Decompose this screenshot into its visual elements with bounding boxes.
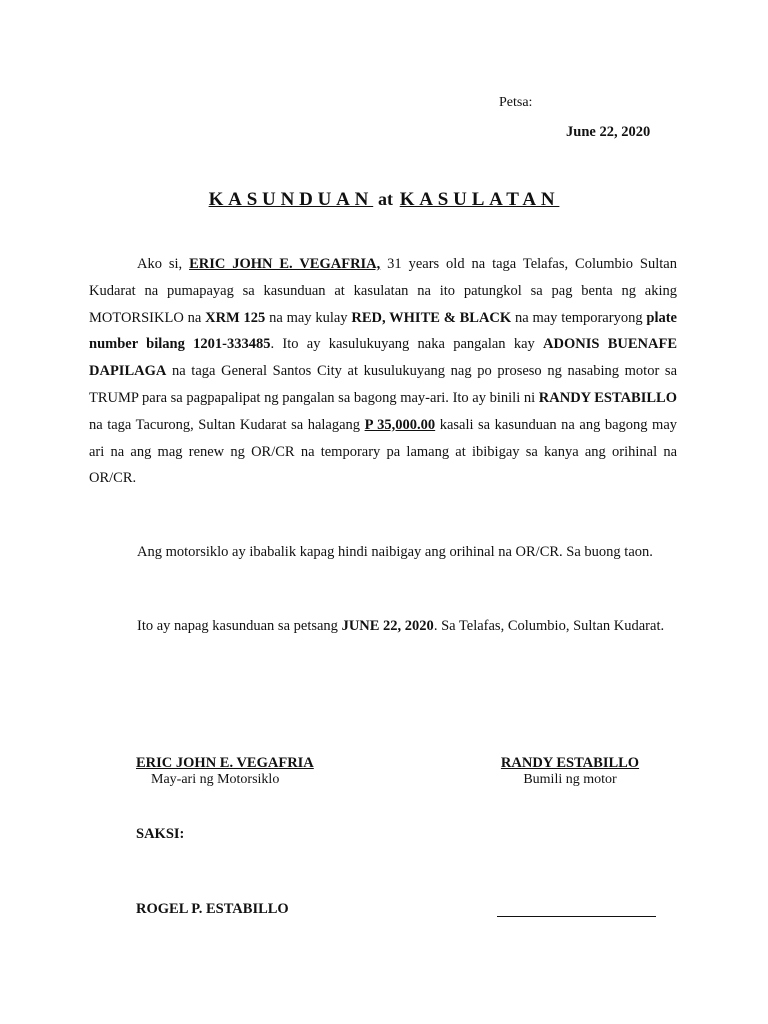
p1-text-2: 31 years old na taga Telafas, Columbio Sultan Kudarat na pumapayag sa kasunduan at kasulatan na ito patungkol sa pag benta ng aking MOTORSIKLO na xyxy=(89,256,677,326)
buyer-name: RANDY ESTABILLO xyxy=(538,389,677,406)
witness-label: SAKSI: xyxy=(136,826,185,842)
p3-text-2: . Sa Telafas, Columbio, Sultan Kudarat. xyxy=(433,618,665,634)
date-place-paragraph xyxy=(89,613,677,640)
buyer-signature-name: RANDY ESTABILLO xyxy=(500,755,640,771)
document-title xyxy=(0,189,768,211)
registered-owner-name: ADONIS BUENAFE DAPILAGA xyxy=(89,336,677,380)
price: P 35,000.00 xyxy=(364,416,436,433)
seller-role: May-ari ng Motorsiklo xyxy=(151,772,280,787)
p1-text-7: na taga Tacurong, Sultan Kudarat sa halagang xyxy=(89,416,365,433)
date-label: Petsa: xyxy=(499,95,533,110)
p1-text-4: na may temporaryong xyxy=(511,309,647,326)
agreement-paragraph xyxy=(89,251,677,492)
p2-text: Ang motorsiklo ay ibabalik kapag hindi naibigay ang orihinal na OR/CR. Sa buong taon. xyxy=(137,544,653,560)
title-kasulatan: KASULATAN xyxy=(399,189,560,210)
motorcycle-color: RED, WHITE & BLACK xyxy=(351,309,512,326)
p1-text-8: kasali sa kasunduan na ang bagong may ari na ang mag renew ng OR/CR na temporary pa lamang at ibibigay sa kanya ang orihinal na OR/CR. xyxy=(89,416,678,487)
seller-signature-block xyxy=(136,755,314,788)
agreement-date: JUNE 22, 2020 xyxy=(341,618,434,634)
owner-name: ERIC JOHN E. VEGAFRIA, xyxy=(189,256,381,272)
p3-text-1: Ito ay napag kasunduan sa petsang xyxy=(137,618,342,634)
seller-signature-name: ERIC JOHN E. VEGAFRIA xyxy=(136,755,314,771)
p1-text-1: Ako si, xyxy=(137,256,190,272)
motorcycle-model: XRM 125 xyxy=(205,309,266,326)
p1-text-3: na may kulay xyxy=(265,309,352,326)
witness-signature-line xyxy=(497,916,656,917)
p1-text-5: . Ito ay kasulukuyang naka pangalan kay xyxy=(270,336,544,353)
title-at: at xyxy=(377,189,393,209)
return-clause-paragraph xyxy=(89,539,677,566)
p1-text-6: na taga General Santos City at kusulukuyang nag po proseso ng nasabing motor sa TRUMP para sa pagpapalipat ng pangalan sa bagong may-ari. Ito ay binili ni xyxy=(89,363,677,406)
witness-name: ROGEL P. ESTABILLO xyxy=(136,901,289,917)
title-kasunduan: KASUNDUAN xyxy=(208,189,374,210)
plate-number: plate number bilang 1201-333485 xyxy=(89,309,677,353)
date-value: June 22, 2020 xyxy=(566,124,651,140)
buyer-signature-block xyxy=(497,755,643,788)
buyer-role: Bumili ng motor xyxy=(523,772,617,787)
